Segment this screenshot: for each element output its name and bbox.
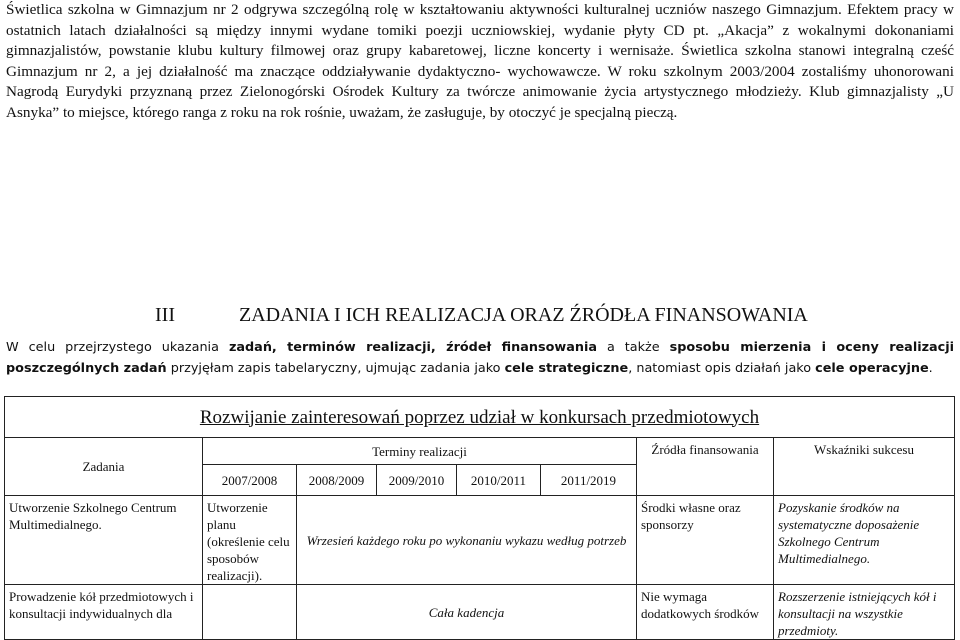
method-text: .	[928, 361, 933, 376]
table-caption: Rozwijanie zainteresowań poprzez udział w konkursach przedmiotowych	[5, 397, 955, 438]
method-text: a także	[596, 340, 670, 355]
method-paragraph	[6, 337, 954, 379]
section-number: III	[155, 304, 175, 326]
header-indicators-label: Wskaźniki sukcesu	[813, 442, 914, 457]
year-header: 2008/2009	[297, 465, 377, 496]
term-cell: Wrzesień każdego roku po wykonaniu wykazu według potrzeb	[297, 496, 637, 585]
year-header: 2009/2010	[377, 465, 457, 496]
method-text: W celu przejrzystego ukazania	[6, 340, 229, 355]
source-cell: Nie wymaga dodatkowych środków	[637, 585, 774, 640]
header-sources-label: Źródła finansowania	[651, 442, 759, 457]
tasks-table	[4, 396, 955, 640]
indicator-cell: Rozszerzenie istniejących kół i konsultacji na wszystkie przedmioty.	[774, 585, 955, 640]
header-indicators	[774, 438, 955, 496]
header-sources	[637, 438, 774, 496]
method-text: przyjęłam zapis tabelaryczny, ujmując zadania jako	[166, 361, 505, 376]
source-cell: Środki własne oraz sponsorzy	[637, 496, 774, 585]
method-bold-text: sposobu mierzenia i oceny realizacji poszczególnych zadań	[6, 340, 955, 376]
header-terms: Terminy realizacji	[203, 438, 637, 465]
header-tasks: Zadania	[5, 438, 203, 496]
method-bold-text: zadań, terminów realizacji, źródeł finansowania	[228, 340, 597, 355]
intro-paragraph: Świetlica szkolna w Gimnazjum nr 2 odgrywa szczególną rolę w kształtowaniu aktywności kulturalnej uczniów naszego Gimnazjum. Efektem pracy w ostatnich latach działalności są między innymi wydane tomiki poezji uczniowskiej, wydanie płyty CD pt. „Akacja” z wokalnymi dokonaniami gimnazjalistów, powstanie klubu kultury filmowej oraz grupy kabaretowej, liczne koncerty i wernisaże. Świetlica szkolna stanowi integralną cześć Gimnazjum nr 2, a jej działalność ma znaczące oddziaływanie dydaktyczno- wychowawcze. W roku szkolnym 2003/2004 zostaliśmy uhonorowani Nagrodą Eurydyki przyznaną przez Zielonogórski Ośrodek Kultury za twórcze animowanie życia artystycznego młodzieży. Klub gimnazjalisty „U Asnyka” to miejsce, którego ranga z roku na rok rośnie, uważam, że zasługuje, by otoczyć je specjalną pieczą.	[6, 1, 954, 121]
task-cell: Utworzenie Szkolnego Centrum Multimedialnego.	[5, 496, 203, 585]
term-cell: Cała kadencja	[297, 585, 637, 640]
indicator-cell: Pozyskanie środków na systematyczne doposażenie Szkolnego Centrum Multimedialnego.	[774, 496, 955, 585]
section-heading	[0, 304, 960, 330]
year-header: 2011/2019	[541, 465, 637, 496]
task-cell: Prowadzenie kół przedmiotowych i konsultacji indywidualnych dla	[5, 585, 203, 640]
method-cell	[203, 585, 297, 640]
method-cell: Utworzenie planu (określenie celu sposobów realizacji).	[203, 496, 297, 585]
method-bold-text: cele operacyjne	[815, 361, 929, 376]
method-text: , natomiast opis działań jako	[628, 361, 816, 376]
section-title: ZADANIA I ICH REALIZACJA ORAZ ŹRÓDŁA FINANSOWANIA	[239, 304, 808, 326]
method-bold-text: cele strategiczne	[504, 361, 629, 376]
year-header: 2007/2008	[203, 465, 297, 496]
year-header: 2010/2011	[457, 465, 541, 496]
